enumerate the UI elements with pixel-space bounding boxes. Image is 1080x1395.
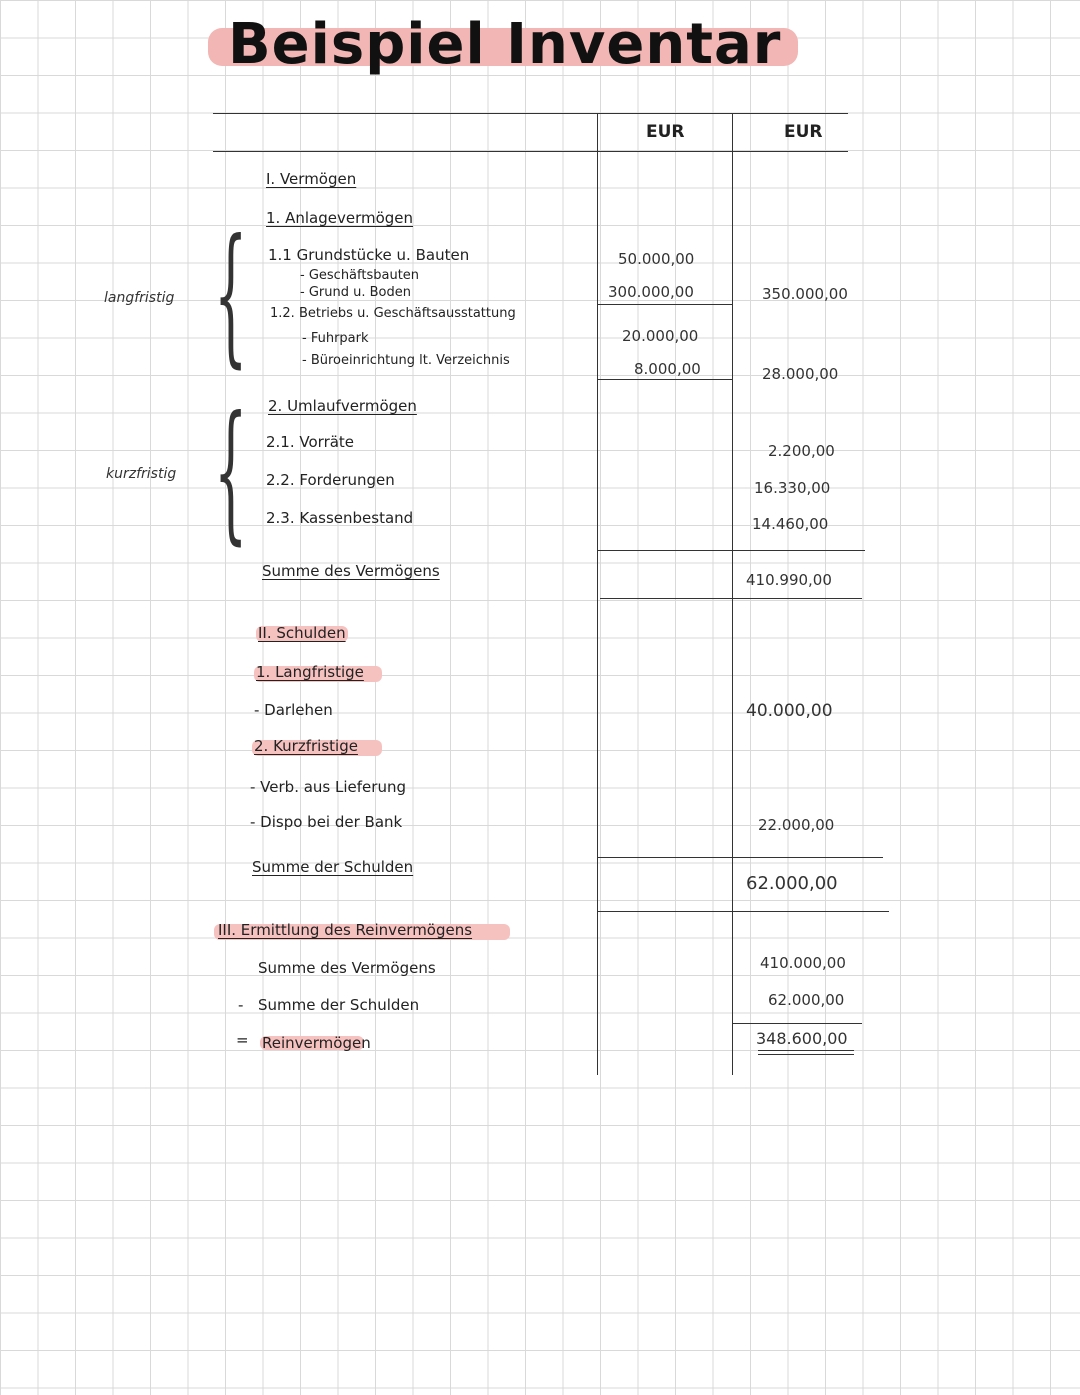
sum-vermoegen-value: 410.990,00 (746, 571, 832, 589)
item-darlehen: - Darlehen (254, 701, 333, 719)
brace-langfristig: { (214, 208, 248, 382)
total-betriebsausstattung: 28.000,00 (762, 365, 839, 383)
calc-minus-sign: - (238, 996, 244, 1014)
subtotal-rule-11 (597, 304, 732, 305)
double-underline-2 (758, 1054, 854, 1055)
section-reinvermoegen-heading: III. Ermittlung des Reinvermögens (218, 921, 473, 939)
calc-reinvermoegen-value: 348.600,00 (756, 1029, 848, 1048)
value-vorraete: 2.200,00 (768, 442, 835, 460)
item-grund-boden: - Grund u. Boden (300, 285, 411, 300)
item-grundstuecke: 1.1 Grundstücke u. Bauten (268, 246, 470, 264)
side-label-langfristig: langfristig (104, 290, 175, 306)
value-grund-boden: 300.000,00 (608, 283, 694, 301)
value-forderungen: 16.330,00 (754, 479, 831, 497)
item-verbindlichkeiten: - Verb. aus Lieferung (250, 778, 406, 796)
brace-kurzfristig: { (214, 385, 248, 559)
table-top-rule (213, 113, 848, 114)
column-header-eur-1: EUR (646, 122, 685, 142)
item-forderungen: 2.2. Forderungen (266, 471, 395, 489)
item-fuhrpark: - Fuhrpark (302, 331, 369, 346)
item-betriebsausstattung: 1.2. Betriebs u. Geschäftsausstattung (270, 306, 516, 321)
item-geschaeftsbauten: - Geschäftsbauten (300, 268, 420, 283)
side-label-kurzfristig: kurzfristig (106, 466, 177, 482)
sum-rule-vermoegen-top (597, 550, 865, 551)
calc-reinvermoegen-label: Reinvermögen (262, 1034, 371, 1052)
value-kassenbestand: 14.460,00 (752, 515, 829, 533)
value-fuhrpark: 20.000,00 (622, 327, 699, 345)
value-geschaeftsbauten: 50.000,00 (618, 250, 695, 268)
calc-result-rule (732, 1023, 862, 1024)
value-kurzfristige: 22.000,00 (758, 816, 835, 834)
value-darlehen: 40.000,00 (746, 701, 833, 721)
section-schulden-heading: II. Schulden (258, 624, 346, 642)
item-bueroeinrichtung: - Büroeinrichtung lt. Verzeichnis (302, 353, 510, 368)
langfristige-heading: 1. Langfristige (256, 663, 364, 681)
sum-schulden-label: Summe der Schulden (252, 858, 414, 876)
table-header-rule (213, 151, 848, 152)
anlagevermoegen-heading: 1. Anlagevermögen (266, 209, 414, 227)
sum-schulden-value: 62.000,00 (746, 873, 838, 894)
value-bueroeinrichtung: 8.000,00 (634, 360, 701, 378)
sum-vermoegen-label: Summe des Vermögens (262, 562, 440, 580)
page-title: Beispiel Inventar (228, 12, 782, 77)
double-underline-1 (758, 1050, 854, 1051)
item-kassenbestand: 2.3. Kassenbestand (266, 509, 414, 527)
calc-schulden-value: 62.000,00 (768, 991, 845, 1009)
column-divider-2 (732, 113, 733, 1075)
column-header-eur-2: EUR (784, 122, 823, 142)
calc-equals-sign: = (236, 1031, 249, 1049)
sum-rule-schulden-bottom (597, 911, 889, 912)
sum-rule-schulden-top (597, 857, 883, 858)
calc-vermoegen-label: Summe des Vermögens (258, 959, 436, 977)
section-vermoegen-heading: I. Vermögen (266, 170, 357, 188)
total-grundstuecke: 350.000,00 (762, 285, 848, 303)
kurzfristige-heading: 2. Kurzfristige (254, 737, 358, 755)
calc-schulden-label: Summe der Schulden (258, 996, 420, 1014)
umlaufvermoegen-heading: 2. Umlaufvermögen (268, 397, 417, 415)
subtotal-rule-12 (597, 379, 732, 380)
calc-vermoegen-value: 410.000,00 (760, 954, 846, 972)
item-vorraete: 2.1. Vorräte (266, 433, 355, 451)
column-divider-1 (597, 113, 598, 1075)
sum-rule-vermoegen-bottom (600, 598, 862, 599)
item-dispo: - Dispo bei der Bank (250, 813, 403, 831)
